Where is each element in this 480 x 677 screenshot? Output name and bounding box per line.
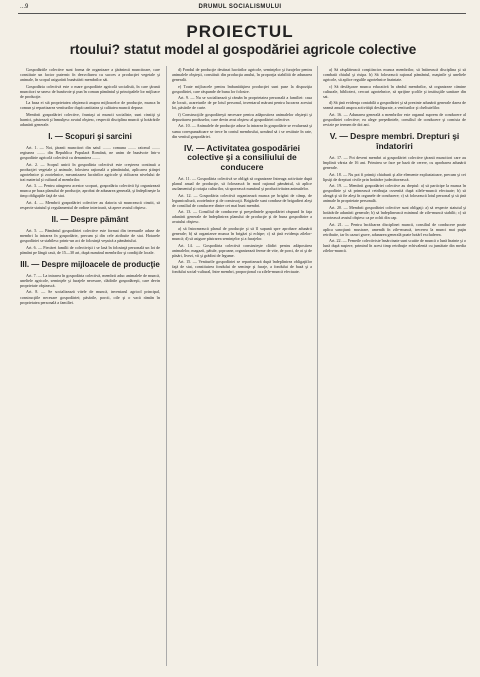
paragraph: Art. 8. — Se socializează vitele de muncă, inventarul agricol principal, construcţiile necesare gospodăriei; păsările, porcii, oile şi o vacă rămân în proprietatea personală a familiei.: [20, 289, 160, 305]
section-heading: I. — Scopuri şi sarcini: [48, 132, 132, 142]
paragraph: Art. 7. — La intrarea în gospodăria colectivă, membrii aduc animalele de muncă, uneltele agricole, seminţele şi furajele necesare, clădirile gospodăreşti, care devin proprietate obştească.: [20, 272, 160, 288]
column-3: [323, 67, 466, 255]
paragraph: Art. 22. — Femeile colectiviste însărcinate sunt scutite de muncă o lună înainte şi o lună după naştere, primind în acest timp retribuţie echivalentă cu jumătate din media zilelor-muncă.: [323, 238, 466, 254]
paragraph: a) să întocmească planul de producţie şi să îl supună spre aprobare adunării generale; b) să organizeze munca în brigăzi şi echipe; c) să ţină evidenţa zilelor-muncă; d) să asigure păstrarea seminţelor şi a furajelor.: [172, 226, 312, 242]
paragraph: La baza ei stă proprietatea obştească asupra mijloacelor de producţie, munca în comun şi repartizarea veniturilor după cantitatea şi calitatea muncii depuse.: [20, 100, 160, 111]
paragraph: a) Să răsplătească conştiincios munca membrilor, să întărească disciplina şi să combată chiulul şi risipa. b) Să folosească raţional pământul, maşinile şi uneltele agricole, să aplice regulile agrotehnice înaintate.: [323, 67, 466, 83]
page-number: ...9: [20, 4, 29, 10]
section-heading: II. — Despre pământ: [51, 215, 129, 225]
column-separator: [166, 66, 167, 666]
paragraph: Art. 15. — Veniturile gospodăriei se repartizează după îndeplinirea obligaţiilor faţă de stat, constituirea fondului de seminţe şi furaje, a fondului de bază şi a fondului social-cultural, între membri, proporţional cu zilele-muncă efectuate.: [172, 259, 312, 275]
paragraph: Art. 1. — Noi, ţăranii muncitori din satul ........ comuna ........ raionul ........ regiunea ........ din Republica Populară Română, ne unim de bunăvoie într-o gospodărie agricolă colectivă cu denumirea ........: [20, 145, 160, 161]
newspaper-name: DRUMUL SOCIALISMULUI: [198, 4, 282, 10]
paragraph: Art. 3. — Pentru atingerea acestor scopuri, gospodăria colectivă îşi organizează munca pe baza planului de producţie, aprobat de adunarea generală, şi îndeplineşte la timp obligaţiile faţă de stat.: [20, 183, 160, 199]
paragraph: Art. 6. — Fiecărei familii de colectivişti i se lasă în folosinţă personală un lot de pământ pe lângă casă, de 15—30 ari, după numărul membrilor şi condiţiile locale.: [20, 244, 160, 255]
paragraph: Art. 16. — Adunarea generală a membrilor este organul suprem de conducere al gospodăriei colective; ea alege preşedintele, consiliul de conducere şi comisia de revizie pe termen de doi ani.: [323, 111, 466, 127]
paragraph: Art. 14. — Gospodăria colectivă construieşte clădiri pentru adăpostirea animalelor, magazii, pătule, şoproane, organizează ferme de vite, de porci, de oi şi de păsări, livezi, vii şi grădini de legume.: [172, 242, 312, 258]
paragraph: Art. 2. — Scopul unirii în gospodăria colectivă este creşterea continuă a producţiei vegetale şi animale, folosirea raţională a pământului, aplicarea ştiinţei agrotehnice şi zootehnice, mecanizarea lucrărilor agricole şi ridicarea nivelului de trai material şi cultural al membrilor.: [20, 161, 160, 182]
header-rule: [18, 13, 466, 14]
paragraph: c) Să desfăşoare munca educativă în rândul membrilor, să organizeze cămine culturale, biblioteci, cercuri agrotehnice, să sprijine şcolile şi instituţiile sanitare din sat.: [323, 83, 466, 99]
paragraph: Art. 17. — Pot deveni membri ai gospodăriei colective ţăranii muncitori care au împlinit vârsta de 16 ani. Primirea se face pe bază de cerere, cu aprobarea adunării generale.: [323, 155, 466, 171]
paragraph: Art. 12. — Gospodăria colectivă organizează munca pe brigăzi de câmp, de legumicultură, zootehnice şi de construcţii. Brigăzile sunt conduse de brigadieri aleşi de consiliul de conducere dintre cei mai buni membri.: [172, 192, 312, 208]
kicker: PROIECTUL: [186, 22, 294, 41]
paragraph: Art. 10. — Animalele de producţie aduse la intrarea în gospodărie se evaluează şi suma corespunzătoare se trece în contul membrului, urmând să i se restituie în rate, din venitul gospodăriei.: [172, 123, 312, 139]
paragraph: Art. 11. — Gospodăria colectivă se obligă să organizeze întreaga activitate după planul anual de producţie, să folosească în mod raţional pământul, să aplice asolamentul şi rotaţia culturilor, să sporească numărul şi productivitatea animalelor.: [172, 176, 312, 192]
paragraph: Membrii gospodăriei colective, fruntaşi ai muncii socialiste, sunt cinstiţi şi harnici, păstrează şi înmulţesc avutul obştesc, respectă disciplina muncii şi hotărârile adunării generale.: [20, 111, 160, 127]
paragraph: d) Fondul de producţie destinat lucrărilor agricole, seminţelor şi furajelor pentru animalele obşteşti, constituit din producţia anului, în proporţia stabilită de adunarea generală.: [172, 67, 312, 83]
column-2: [172, 67, 312, 276]
paragraph: e) Toate mijloacele pentru îmbunătăţirea producţiei sunt puse la dispoziţia gospodăriei, care răspunde de buna lor folosire.: [172, 83, 312, 94]
column-separator: [317, 66, 318, 666]
paragraph: Art. 18. — Nu pot fi primiţi chiaburii şi alte elemente exploatatoare, precum şi cei lipsiţi de drepturi civile prin hotărâre judecătorească.: [323, 171, 466, 182]
section-heading: IV. — Activitatea gospodăriei colective şi a consiliului de conducere: [183, 142, 301, 172]
section-heading: III. — Despre mijloacele de producţie: [20, 259, 160, 269]
paragraph: Gospodăriile colective sunt forma de organizare a ţărănimii muncitoare, care constituie un factor puternic în dezvoltarea cu succes a producţiei vegetale şi animale, în scopul asigurării bunăstării membrilor săi.: [20, 67, 160, 83]
paragraph: f) Construcţiile gospodăreşti necesare pentru adăpostirea animalelor obşteşti şi depozitarea produselor, care devin avut obştesc al gospodăriei colective.: [172, 111, 312, 122]
headline: rtoului? statut model al gospodăriei agricole colective: [69, 42, 417, 57]
paragraph: Art. 9. — Nu se socializează şi rămân în proprietatea personală a familiei: casa de locuit, acareturile de pe lotul personal, inventarul mărunt pentru lucrarea acestui lot, păsările de curte.: [172, 95, 312, 111]
paragraph: Art. 20. — Membrii gospodăriei colective sunt obligaţi: a) să respecte statutul şi hotărârile adunării generale; b) să îndeplinească minimul de zile-muncă stabilit; c) să ocrotească avutul obştesc ca pe ochii din cap.: [323, 204, 466, 221]
paragraph: Art. 5. — Pământul gospodăriei colective este format din terenurile aduse de membri la intrarea în gospodărie, precum şi din cele atribuite de stat. Hotarele gospodăriei se stabilesc printr-un act de folosinţă veşnică a pământului.: [20, 228, 160, 244]
paragraph: Art. 21. — Pentru încălcarea disciplinei muncii, consiliul de conducere poate aplica sancţiuni: mustrare, amendă în zile-muncă, trecerea la munci mai puţin retribuite, iar în cazuri grave, adunarea generală poate hotărî excluderea.: [323, 221, 466, 237]
paragraph: Art. 19. — Membrii gospodăriei colective au dreptul: a) să participe la munca în gospodărie şi să primească retribuţia cuvenită după zilele-muncă efectuate; b) să aleagă şi să fie aleşi în organele de conducere; c) să folosească lotul personal şi să ţină animale în proprietate personală.: [323, 183, 466, 204]
paragraph: Art. 4. — Membrii gospodăriei colective au datoria să muncească cinstit, să respecte statutul şi regulamentul de ordine interioară, să apere avutul obştesc.: [20, 199, 160, 211]
paragraph: Gospodăria colectivă este o mare gospodărie agricolă socialistă, în care ţăranii muncitori se unesc de bunăvoie şi pun în comun pământul şi principalele lor mijloace de producţie.: [20, 83, 160, 99]
column-1: [20, 67, 160, 306]
paragraph: Art. 13. — Consiliul de conducere şi preşedintele gospodăriei răspund în faţa adunării generale de îndeplinirea planului de producţie şi de buna gospodărire a avutului obştesc.: [172, 209, 312, 225]
paragraph: d) Să ţină evidenţa contabilă a gospodăriei şi să prezinte adunării generale darea de seamă anuală asupra activităţii desfăşurate, a veniturilor şi cheltuielilor.: [323, 100, 466, 111]
section-heading: V. — Despre membri. Drepturi şi îndatoriri: [329, 131, 460, 151]
